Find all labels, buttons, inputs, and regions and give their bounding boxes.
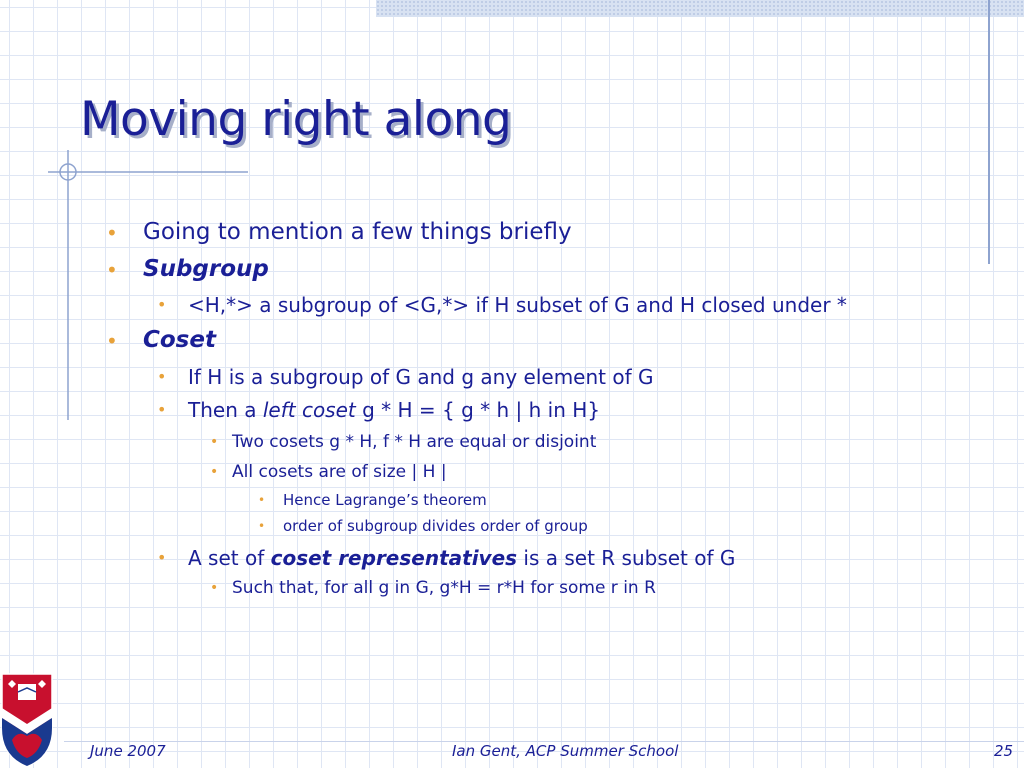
bullet-text-part: g * H = { g * h | h in H} <box>355 398 601 422</box>
bullet-text: Hence Lagrange’s theorem <box>283 491 487 509</box>
bullet-text: If H is a subgroup of G and g any element of G <box>188 365 654 389</box>
bullet-icon: • <box>157 295 167 314</box>
bullet-text-part: is a set R subset of G <box>517 546 736 570</box>
slide-title: Moving right along <box>80 92 512 147</box>
bullet-text: Going to mention a few things briefly <box>143 219 572 245</box>
bullet-heading-subgroup: Subgroup <box>143 256 269 282</box>
bullet-text: <H,*> a subgroup of <G,*> if H subset of G and H closed under * <box>188 293 847 317</box>
term-coset-representatives: coset representatives <box>270 546 518 570</box>
bullet-icon: • <box>157 400 167 419</box>
university-crest-icon <box>0 668 54 768</box>
bullet-text: order of subgroup divides order of group <box>283 517 588 535</box>
bullet-icon: • <box>210 434 219 450</box>
footer-author: Ian Gent, ACP Summer School <box>452 742 679 760</box>
term-left-coset: left coset <box>262 398 356 422</box>
bullet-icon: • <box>106 221 118 245</box>
bullet-text <box>188 398 600 422</box>
bullet-text <box>188 546 735 570</box>
bullet-icon: • <box>106 258 118 282</box>
bullet-icon: • <box>106 329 118 353</box>
bullet-icon: • <box>157 548 167 567</box>
bullet-icon: • <box>258 493 266 507</box>
bullet-text: Such that, for all g in G, g*H = r*H for some r in R <box>232 578 656 598</box>
page-number: 25 <box>994 742 1014 760</box>
bullet-icon: • <box>258 519 266 533</box>
bullet-text-part: Then a <box>188 398 263 422</box>
bullet-heading-coset: Coset <box>143 327 216 353</box>
bullet-text-part: A set of <box>188 546 271 570</box>
bullet-icon: • <box>210 580 219 596</box>
footer-date: June 2007 <box>90 742 166 760</box>
bullet-text: Two cosets g * H, f * H are equal or disjoint <box>232 432 597 452</box>
bullet-icon: • <box>210 464 219 480</box>
bullet-icon: • <box>157 367 167 386</box>
bullet-text: All cosets are of size | H | <box>232 462 447 482</box>
